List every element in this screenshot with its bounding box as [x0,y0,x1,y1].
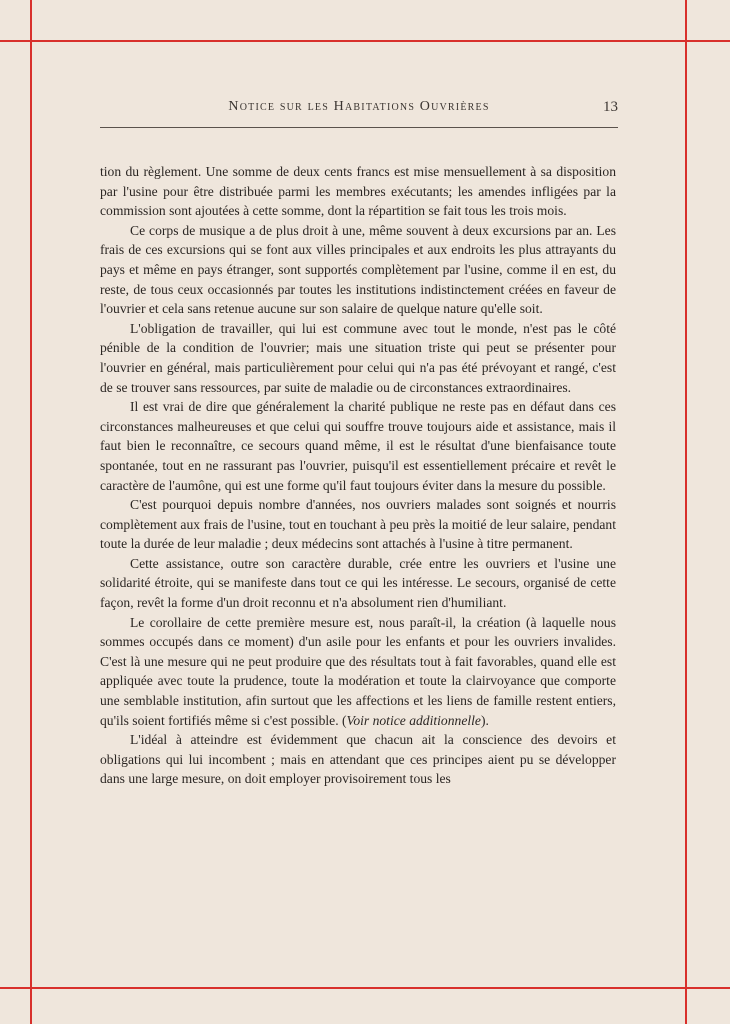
page-border-top [0,40,730,42]
page-border-left [30,0,32,1024]
paragraph: tion du règlement. Une somme de deux cents francs est mise mensuellement à sa disposition par l'usine pour être distribuée parmi les membres exécutants; les amendes infligées par la commission sont ajoutées à cette somme, dont la répartition se fait tous les trois mois. [100,164,616,219]
paragraph-text: Le corollaire de cette première mesure est, nous paraît-il, la création (à laquelle nous sommes occupés dans ce moment) d'un asile pour les enfants et pour les ouvriers invalides. C'est là une mesure qui ne peut produire que des résultats tout à fait favorables, quand elle est appliquée avec toute la prudence, toute la modération et toute la clairvoyance que comporte une semblable institution, afin surtout que les affections et les liens de famille restent entiers, qu'ils soient fortifiés même si c'est possible. ( [100,614,616,728]
body-text [100,162,616,789]
paragraph: C'est pourquoi depuis nombre d'années, nos ouvriers malades sont soignés et nourris complètement aux frais de l'usine, tout en touchant à peu près la moitié de leur salaire, pendant toute la durée de leur maladie ; deux médecins sont attachés à l'usine à titre permanent. [100,497,616,552]
paragraph: L'obligation de travailler, qui lui est commune avec tout le monde, n'est pas le côté pénible de la condition de l'ouvrier; mais une situation triste qui peut se présenter pour l'ouvrier en général, mais particulièrement pour celui qui n'a pas été prévoyant et rangé, c'est de se trouver sans ressources, par suite de maladie ou de circonstances extraordinaires. [100,320,616,395]
page-border-right [685,0,687,1024]
page-header [100,97,618,128]
reference-note: Voir notice additionnelle [346,712,481,728]
paragraph: Ce corps de musique a de plus droit à une, même souvent à deux excursions par an. Les frais de ces excursions qui se font aux villes principales et aux endroits les plus attrayants du pays et même en pays étranger, sont supportés complètement par l'usine, comme il en est, du reste, de tous ceux occasionnés par toutes les institutions indistinctement créées en faveur de l'ouvrier et cela sans retenue aucune sur son salaire de quelque nature qu'elle soit. [100,222,616,317]
page-border-bottom [0,987,730,989]
paragraph-tail: ). [480,712,489,728]
paragraph: Cette assistance, outre son caractère durable, crée entre les ouvriers et l'usine une solidarité étroite, qui se manifeste dans tout ce qui les intéresse. Le secours, organisé de cette façon, revêt la forme d'un droit reconnu et n'a absolument rien d'humiliant. [100,555,616,611]
paragraph: Il est vrai de dire que généralement la charité publique ne reste pas en défaut dans ces circonstances malheureuses et que celui qui souffre trouve toujours aide et assistance, mais il faut bien le reconnaître, ce secours quand même, il est le résultat d'une bienfaisance toute spontanée, tout en ne rassurant pas l'ouvrier, puisqu'il est essentiellement précaire et revêt le caractère de l'aumône, qui est une forme qu'il faut toujours éviter dans la mesure du possible. [100,399,616,493]
page-number: 13 [603,99,618,115]
paragraph: L'idéal à atteindre est évidemment que chacun ait la conscience des devoirs et obligations qui lui incombent ; mais en attendant que ces principes aient pu se développer dans une large mesure, on doit employer provisoirement tous les [100,732,616,787]
running-title: Notice sur les Habitations Ouvrières [228,99,490,114]
paragraph [100,613,616,731]
